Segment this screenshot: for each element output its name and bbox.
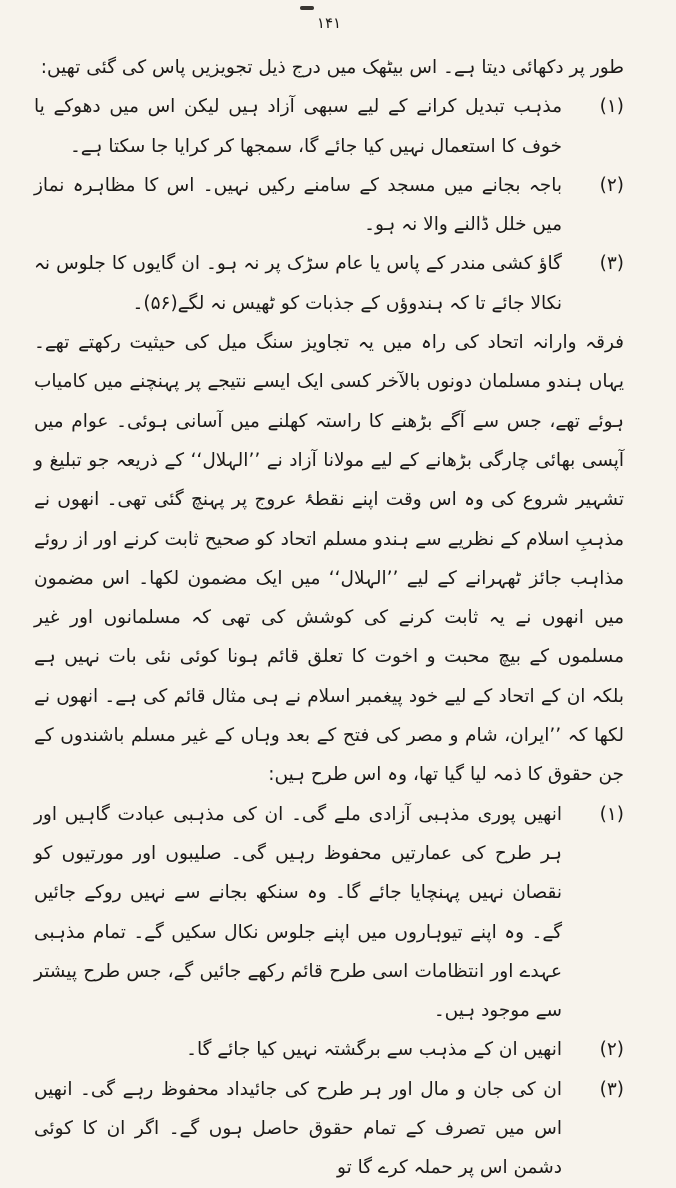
list-item <box>34 166 624 245</box>
list-item <box>34 244 624 323</box>
list-item <box>34 1070 624 1188</box>
list-item-text: مذہب تبدیل کرانے کے لیے سبھی آزاد ہیں لیکن اس میں دھوکے یا خوف کا استعمال نہیں کیا جائے گا، سمجھا کر کرایا جا سکتا ہے۔ <box>34 96 562 157</box>
list-item-number: (۱) <box>599 803 624 825</box>
body-paragraph: فرقہ وارانہ اتحاد کی راہ میں یہ تجاویز سنگ میل کی حیثیت رکھتے تھے۔ یہاں ہندو مسلمان دونوں بالآخر کسی ایک ایسے نتیجے پر پہنچنے میں کامیاب ہوئے تھے، جس سے آگے بڑھنے کا راستہ کھلنے میں آسانی ہوئی۔ عوام میں آپسی بھائی چارگی بڑھانے کے لیے مولانا آزاد نے ’’الہلال‘‘ کے ذریعہ جو تبلیغ و تشہیر شروع کی وہ اس وقت اپنے نقطۂ عروج پر پہنچ گئی تھی۔ انھوں نے مذہبِ اسلام کے نظریے سے ہندو مسلم اتحاد کو صحیح ثابت کرنے اور از روئے مذاہب جائز ٹھہرانے کے لیے ’’الہلال‘‘ میں ایک مضمون لکھا۔ اس مضمون میں انھوں نے یہ ثابت کرنے کی کوشش کی تھی کہ مسلمانوں اور غیر مسلموں کے بیچ محبت و اخوت کا تعلق قائم ہونا کوئی نئی بات نہیں ہے بلکہ ان کے اتحاد کے لیے خود پیغمبر اسلام نے ہی مثال قائم کی ہے۔ انھوں نے لکھا کہ ’’ایران، شام و مصر کی فتح کے بعد وہاں کے غیر مسلم باشندوں کے جن حقوق کا ذمہ لیا گیا تھا، وہ اس طرح ہیں: <box>34 332 624 786</box>
list-item-number: (۲) <box>599 174 624 196</box>
list-item-text: انھیں پوری مذہبی آزادی ملے گی۔ ان کی مذہبی عبادت گاہیں اور ہر طرح کی عمارتیں محفوظ رہیں گی۔ صلیبوں اور مورتیوں کو نقصان نہیں پہنچایا جائے گا۔ وہ سنکھ بجانے سے نہیں روکے جائیں گے۔ وہ اپنے تیوہاروں میں اپنے جلوس نکال سکیں گے۔ تمام مذہبی عہدے اور انتظامات اسی طرح قائم رکھے جائیں گے، جس طرح پیشتر سے موجود ہیں۔ <box>34 803 562 1022</box>
list-item-text: انھیں ان کے مذہب سے برگشتہ نہیں کیا جائے گا۔ <box>186 1039 562 1061</box>
list-item-text: گاؤ کشی مندر کے پاس یا عام سڑک پر نہ ہو۔ ان گایوں کا جلوس نہ نکالا جائے تا کہ ہندوؤں کے جذبات کو ٹھیس نہ لگے(۵۶)۔ <box>34 253 562 314</box>
page-number: ۱۴۱ <box>316 14 342 32</box>
list-item-number: (۳) <box>599 253 624 275</box>
intro-paragraph: طور پر دکھائی دیتا ہے۔ اس بیٹھک میں درج ذیل تجویزیں پاس کی گئی تھیں: <box>40 57 624 78</box>
list-item-number: (۱) <box>599 96 624 118</box>
list-item-number: (۲) <box>599 1039 624 1061</box>
list-item <box>34 87 624 166</box>
list-item-text: باجہ بجانے میں مسجد کے سامنے رکیں نہیں۔ اس کا مظاہرہ نماز میں خلل ڈالنے والا نہ ہو۔ <box>34 174 562 236</box>
print-mark <box>300 6 314 10</box>
list-item-number: (۳) <box>599 1078 624 1100</box>
list-item <box>34 1030 624 1069</box>
list-item-text: ان کی جان و مال اور ہر طرح کی جائیداد محفوظ رہے گی۔ انھیں اس میں تصرف کے تمام حقوق حاصل ہوں گے۔ اگر ان کا کوئی دشمن اس پر حملہ کرے گا تو <box>34 1078 562 1179</box>
proposals-list <box>34 87 624 323</box>
rights-list <box>34 795 624 1188</box>
list-item <box>34 795 624 1031</box>
